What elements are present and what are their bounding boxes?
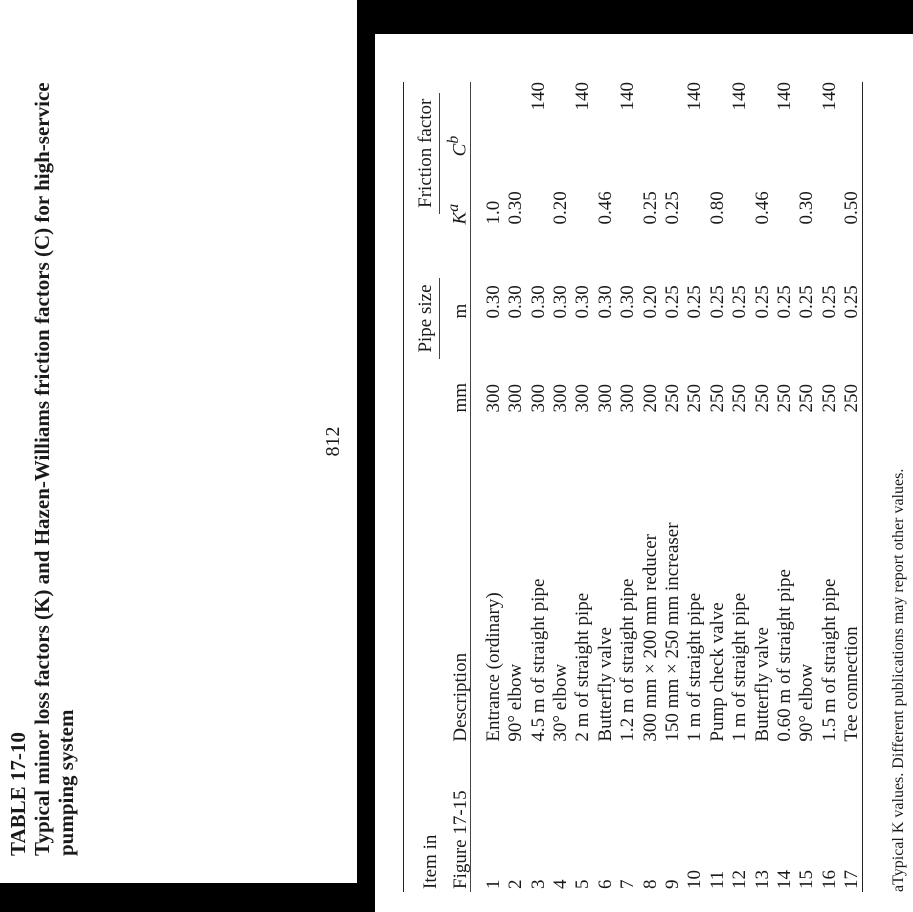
item-cell: 2: [505, 879, 527, 889]
mm-cell: 250: [796, 384, 818, 413]
table-row: [683, 82, 705, 892]
description-cell: 150 mm × 250 mm increaser: [662, 522, 684, 742]
k-cell: [526, 156, 548, 224]
mm-cell: 250: [841, 384, 863, 413]
c-symbol: C: [449, 143, 471, 157]
k-cell: [772, 156, 794, 224]
item-header-line2: Figure 17-15: [449, 790, 471, 889]
c-cell: [638, 82, 660, 156]
friction-factor-header: [404, 82, 440, 224]
header-row-2: [440, 82, 471, 892]
k-symbol: K: [449, 211, 471, 225]
k-cell: [817, 156, 839, 224]
table-row: [750, 82, 772, 892]
m-cell: 0.25: [684, 285, 706, 319]
m-cell: 0.30: [594, 285, 616, 319]
footnote: aTypical K values. Different publications may report other values.: [890, 468, 907, 892]
c-header: [440, 82, 471, 156]
m-cell: 0.25: [751, 285, 773, 319]
pipe-size-label: Pipe size: [416, 278, 441, 358]
table-title: Typical minor loss factors (K) and Hazen-Williams friction factors (C) for high-service pumping system: [30, 82, 78, 856]
item-cell: 12: [729, 870, 751, 889]
description-header: Description: [449, 652, 471, 742]
table-row: [727, 82, 749, 892]
table-row: [839, 82, 862, 892]
mm-cell: 250: [751, 384, 773, 413]
mm-cell: 300: [505, 384, 527, 413]
m-cell: 0.25: [818, 285, 840, 319]
table-row: [638, 82, 660, 892]
c-cell: [548, 82, 570, 156]
k-cell: [615, 156, 637, 224]
m-cell: 0.30: [617, 285, 639, 319]
description-cell: 4.5 m of straight pipe: [527, 578, 549, 742]
description-cell: 30° elbow: [550, 663, 572, 742]
table-row: [772, 82, 794, 892]
c-cell: [593, 82, 615, 156]
description-cell: 1.2 m of straight pipe: [617, 578, 639, 742]
table-row: [817, 82, 839, 892]
c-cell: [839, 82, 862, 156]
m-cell: 0.30: [505, 285, 527, 319]
pipe-size-header: [404, 224, 440, 412]
item-cell: 14: [773, 870, 795, 889]
mm-cell: 300: [617, 384, 639, 413]
item-cell: 1: [482, 879, 504, 889]
k-cell: 0.30: [796, 191, 818, 225]
item-cell: 7: [617, 879, 639, 889]
mm-cell: 250: [818, 384, 840, 413]
k-cell: 0.46: [751, 191, 773, 225]
scan-border: [357, 0, 375, 912]
item-header-line1: Item in: [419, 834, 441, 889]
k-cell: [727, 156, 749, 224]
description-cell: Butterfly valve: [594, 627, 616, 742]
friction-factor-label: Friction factor: [416, 93, 441, 214]
description-cell: Entrance (ordinary): [482, 592, 504, 742]
k-cell: 0.25: [639, 191, 661, 225]
m-cell: 0.25: [662, 285, 684, 319]
k-cell: 0.46: [594, 191, 616, 225]
c-cell: 140: [729, 82, 751, 111]
k-cell: 0.80: [706, 191, 728, 225]
description-cell: Butterfly valve: [751, 627, 773, 742]
table-row: [526, 82, 548, 892]
m-cell: 0.25: [773, 285, 795, 319]
header-spacer: [404, 413, 440, 742]
table-row: [481, 82, 503, 892]
table-row: [615, 82, 637, 892]
bottom-rule: [862, 82, 863, 892]
m-cell: 0.30: [572, 285, 594, 319]
left-page: [0, 0, 357, 883]
table-row: [593, 82, 615, 892]
k-header: [440, 156, 471, 224]
item-cell: 8: [639, 879, 661, 889]
c-cell: [794, 82, 816, 156]
m-header: m: [449, 303, 471, 319]
item-cell: 6: [594, 879, 616, 889]
c-footnote-mark: b: [445, 135, 463, 144]
mm-cell: 250: [684, 384, 706, 413]
table-row: [794, 82, 816, 892]
c-cell: [705, 82, 727, 156]
item-cell: 5: [572, 879, 594, 889]
mm-cell: 300: [482, 384, 504, 413]
mm-cell: 300: [572, 384, 594, 413]
right-page-content: [375, 34, 913, 912]
item-cell: 15: [796, 870, 818, 889]
right-page: [375, 34, 913, 912]
m-cell: 0.20: [639, 285, 661, 319]
header-row-1: [404, 82, 440, 892]
k-cell: 0.20: [550, 191, 572, 225]
c-cell: [660, 82, 682, 156]
description-cell: 90° elbow: [796, 663, 818, 742]
c-cell: 140: [818, 82, 840, 111]
mm-header: mm: [449, 382, 471, 413]
c-cell: 140: [684, 82, 706, 111]
item-cell: 4: [550, 879, 572, 889]
k-cell: 0.25: [662, 191, 684, 225]
mm-cell: 250: [729, 384, 751, 413]
item-cell: 17: [841, 870, 863, 889]
mm-cell: 300: [594, 384, 616, 413]
m-cell: 0.25: [796, 285, 818, 319]
table-label: TABLE 17-10: [6, 732, 30, 856]
item-cell: 9: [662, 879, 684, 889]
m-cell: 0.30: [527, 285, 549, 319]
item-cell: 11: [706, 870, 728, 889]
k-cell: 0.50: [841, 191, 863, 225]
c-cell: [503, 82, 525, 156]
k-cell: [683, 156, 705, 224]
item-cell: 10: [684, 870, 706, 889]
description-cell: Tee connection: [841, 626, 863, 742]
page-number: 812: [322, 426, 344, 457]
m-cell: 0.25: [706, 285, 728, 319]
k-footnote-mark: a: [445, 203, 463, 212]
c-cell: 140: [617, 82, 639, 111]
m-cell: 0.25: [841, 285, 863, 319]
mm-cell: 250: [773, 384, 795, 413]
description-cell: 1 m of straight pipe: [684, 592, 706, 742]
table-body: [471, 82, 862, 892]
m-cell: 0.30: [550, 285, 572, 319]
left-page-content: [0, 0, 357, 883]
k-cell: 1.0: [482, 200, 504, 225]
mm-cell: 300: [527, 384, 549, 413]
k-cell: [571, 156, 593, 224]
body-spacer: [471, 82, 481, 892]
table-row: [503, 82, 525, 892]
description-cell: 0.60 m of straight pipe: [773, 569, 795, 742]
k-cell: 0.30: [505, 191, 527, 225]
m-cell: 0.25: [729, 285, 751, 319]
description-cell: 300 mm × 200 mm reducer: [639, 534, 661, 742]
table-row: [660, 82, 682, 892]
c-cell: 140: [527, 82, 549, 111]
item-cell: 16: [818, 870, 840, 889]
loss-factor-table: [403, 82, 863, 892]
c-cell: [481, 82, 503, 156]
mm-cell: 250: [706, 384, 728, 413]
description-cell: 90° elbow: [505, 663, 527, 742]
description-cell: 2 m of straight pipe: [572, 592, 594, 742]
table-row: [571, 82, 593, 892]
c-cell: [750, 82, 772, 156]
m-cell: 0.30: [482, 285, 504, 319]
item-cell: 3: [527, 879, 549, 889]
c-cell: 140: [773, 82, 795, 111]
mm-cell: 200: [639, 384, 661, 413]
item-cell: 13: [751, 870, 773, 889]
mm-cell: 250: [662, 384, 684, 413]
description-cell: Pump check valve: [706, 602, 728, 742]
description-cell: 1 m of straight pipe: [729, 592, 751, 742]
description-cell: 1.5 m of straight pipe: [818, 578, 840, 742]
table-row: [548, 82, 570, 892]
table-row: [705, 82, 727, 892]
mm-cell: 300: [550, 384, 572, 413]
c-cell: 140: [572, 82, 594, 111]
